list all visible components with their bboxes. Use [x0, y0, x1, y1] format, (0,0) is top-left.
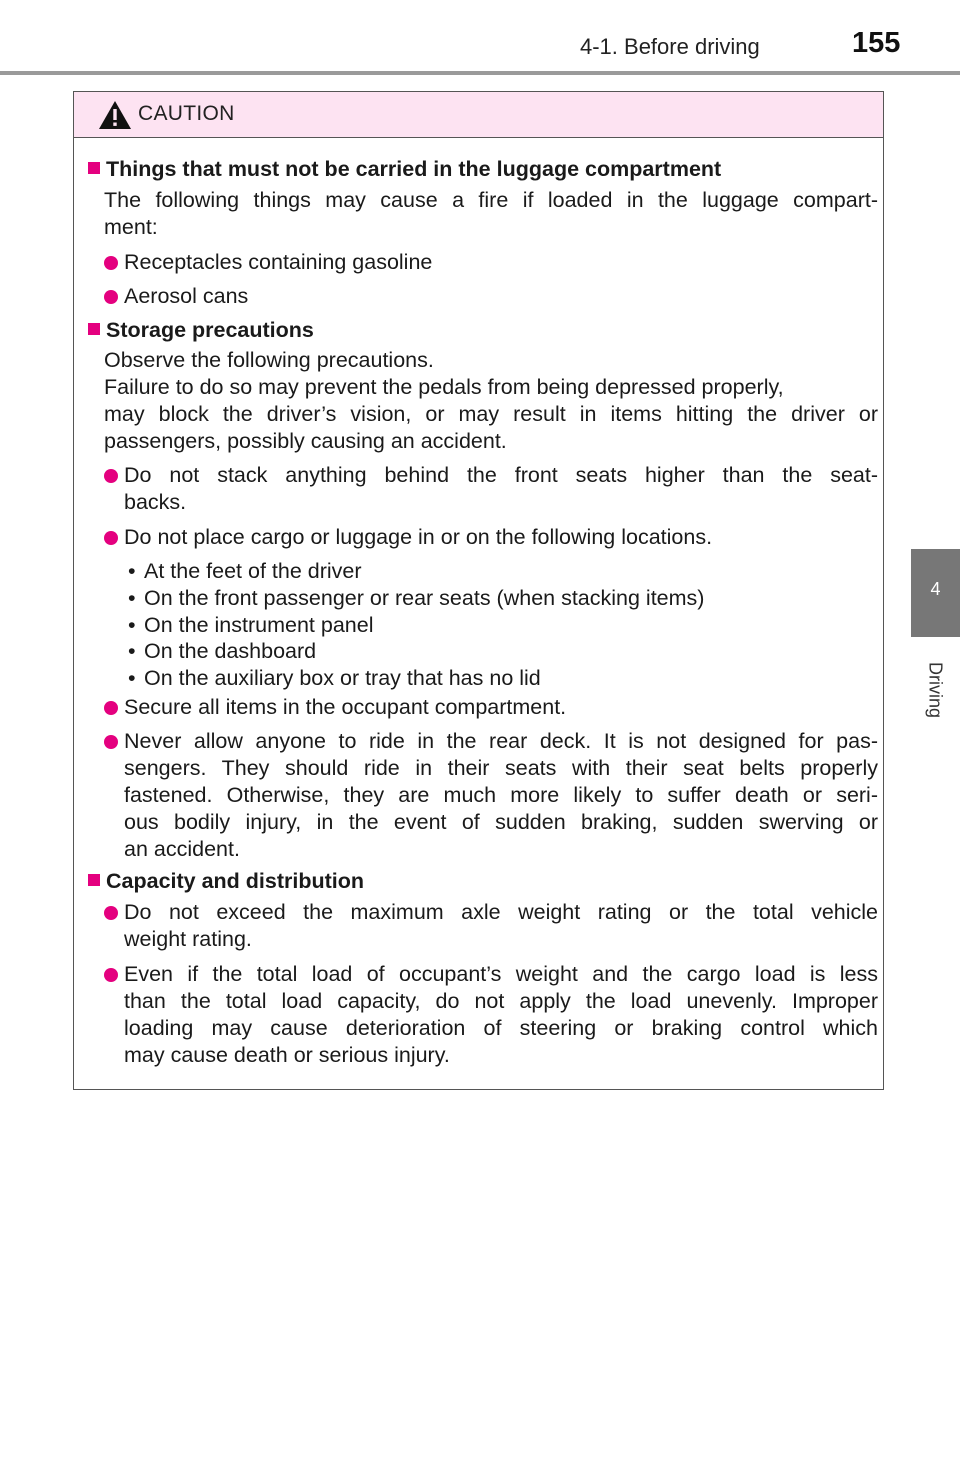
section-heading: Capacity and distribution	[88, 868, 364, 895]
paragraph: The following things may cause a fire if loaded in the luggage compart- ment:	[104, 188, 878, 239]
round-bullet-icon	[104, 968, 118, 982]
round-bullet-icon	[104, 701, 118, 715]
round-bullet-icon	[104, 256, 118, 270]
location-item: • On the dashboard	[128, 638, 868, 665]
list-item: Do not place cargo or luggage in or on the following locations.	[104, 524, 878, 551]
list-item: Aerosol cans	[104, 283, 878, 310]
caution-header	[74, 92, 883, 138]
list-item: Never allow anyone to ride in the rear deck. It is not designed for pas- sengers. They should ride in their seats with their seat belts properly fastened. Otherwise, they are much more likely to suffer death or seri- ous bodily injury, in the event of sudden braking, sudden swerving or an accident.	[104, 728, 878, 863]
warning-triangle-icon	[98, 100, 132, 130]
page-number: 155	[852, 27, 901, 59]
location-item: • At the feet of the driver	[128, 558, 868, 585]
round-bullet-icon	[104, 290, 118, 304]
list-item: Do not stack anything behind the front seats higher than the seat- backs.	[104, 462, 878, 516]
header-divider	[0, 71, 960, 75]
caution-box	[73, 91, 884, 1090]
chapter-label: Driving	[925, 661, 946, 719]
round-bullet-icon	[104, 906, 118, 920]
section-title: 4-1. Before driving	[580, 34, 760, 59]
paragraph: Observe the following precautions. Failure to do so may prevent the pedals from being depressed properly, may block the driver’s vision, or may result in items hitting the driver or passengers, possibly causing an accident.	[104, 348, 878, 453]
section-heading: Things that must not be carried in the luggage compartment	[88, 156, 721, 183]
square-bullet-icon	[88, 323, 100, 335]
list-item: Do not exceed the maximum axle weight rating or the total vehicle weight rating.	[104, 899, 878, 953]
square-bullet-icon	[88, 162, 100, 174]
list-item: Secure all items in the occupant compartment.	[104, 694, 878, 721]
location-item: • On the front passenger or rear seats (when stacking items)	[128, 585, 868, 612]
square-bullet-icon	[88, 874, 100, 886]
round-bullet-icon	[104, 735, 118, 749]
caution-title: CAUTION	[138, 102, 235, 125]
round-bullet-icon	[104, 531, 118, 545]
chapter-tab: 4	[911, 549, 960, 637]
round-bullet-icon	[104, 469, 118, 483]
location-item: • On the auxiliary box or tray that has no lid	[128, 665, 868, 692]
list-item: Even if the total load of occupant’s weight and the cargo load is less than the total load capacity, do not apply the load unevenly. Improper loading may cause deterioration of steering or braking control which may cause death or serious injury.	[104, 961, 878, 1069]
location-item: • On the instrument panel	[128, 612, 868, 639]
list-item: Receptacles containing gasoline	[104, 249, 878, 276]
section-heading: Storage precautions	[88, 317, 314, 344]
